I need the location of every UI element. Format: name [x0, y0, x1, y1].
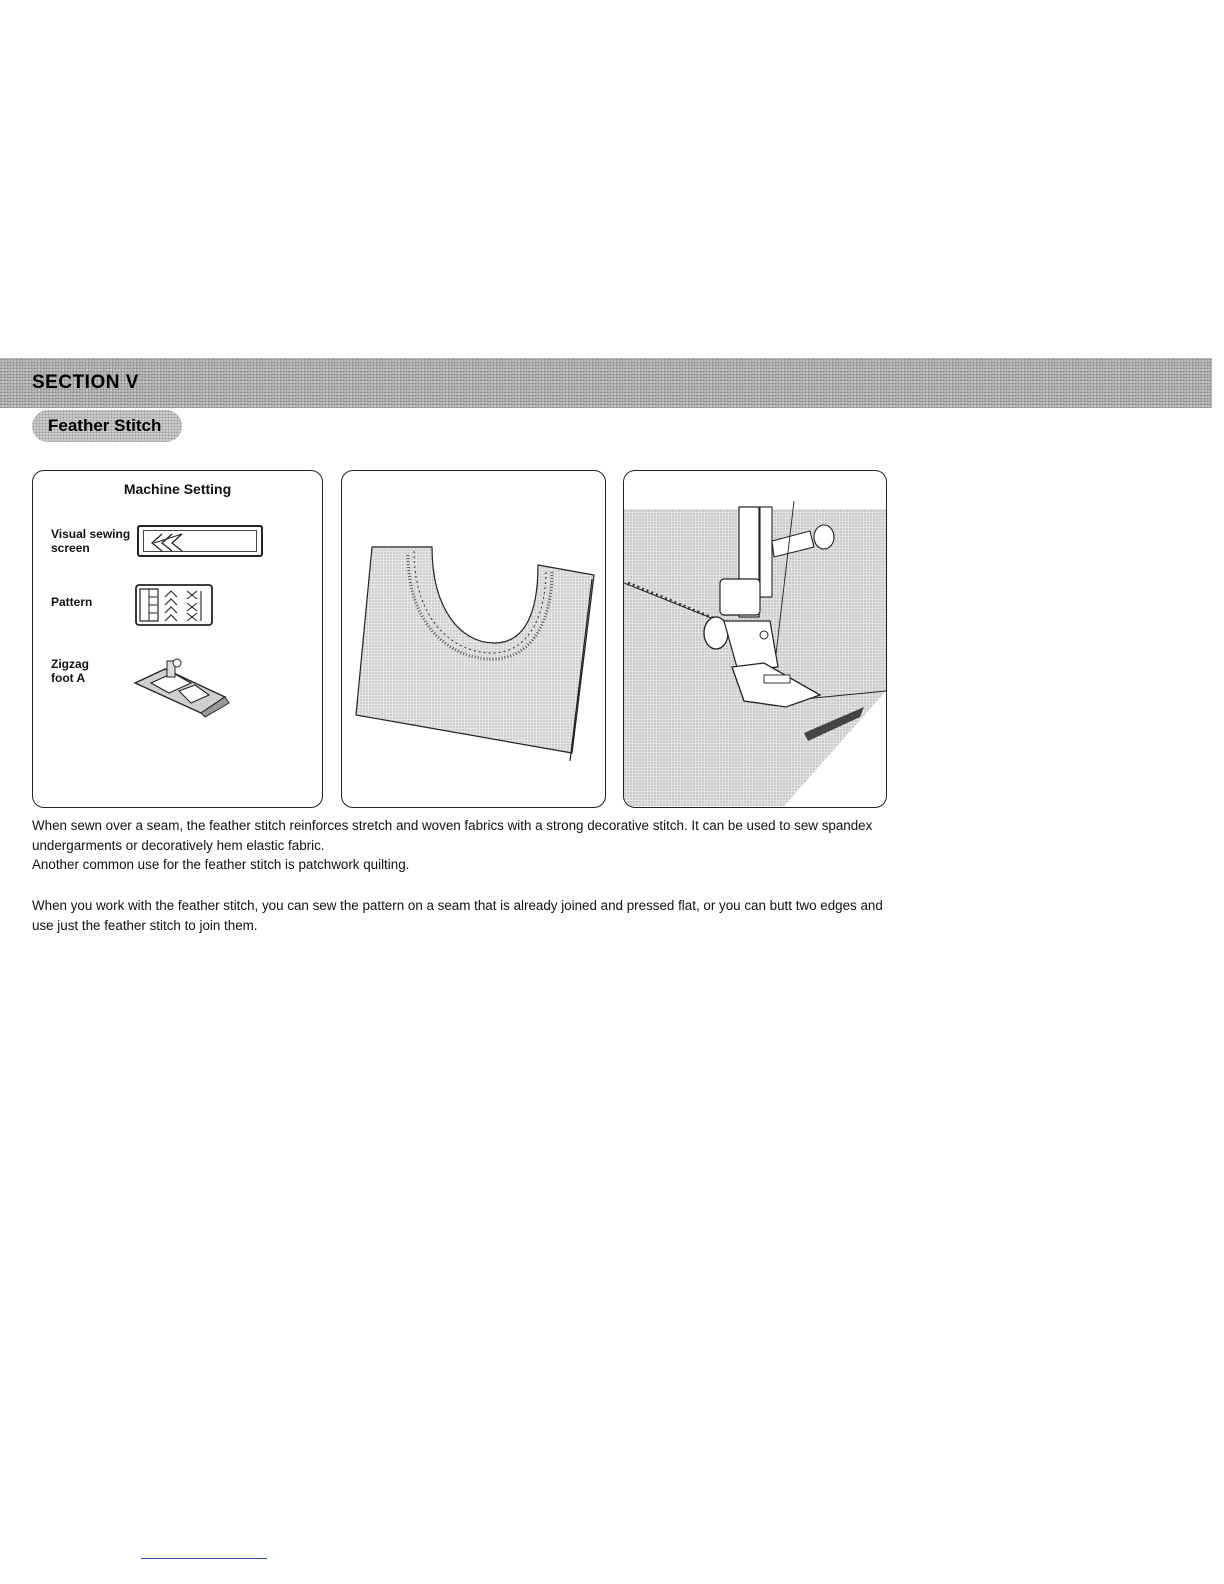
- section-header-bar: [0, 358, 1212, 408]
- fabric-neckline-illustration: [342, 471, 604, 806]
- machine-setting-panel: [32, 470, 323, 808]
- fabric-illustration-panel: [341, 470, 606, 808]
- description-paragraph-3: When you work with the feather stitch, you can sew the pattern on a seam that is already joined and pressed flat, or you can butt two edges and use just the feather stitch to join them.: [32, 898, 883, 933]
- pattern-selector-icon: [135, 583, 215, 627]
- section-title: SECTION V: [32, 372, 139, 393]
- presser-foot-illustration: [624, 471, 886, 806]
- visual-screen-label: Visual sewing screen: [51, 527, 131, 555]
- foot-label: Zigzag foot A: [51, 657, 89, 685]
- feather-stitch-screen-icon: [148, 531, 208, 553]
- zigzag-foot-icon: [129, 657, 233, 721]
- description-paragraph-2: Another common use for the feather stitch is patchwork quilting.: [32, 857, 410, 872]
- visual-sewing-screen: [137, 525, 263, 557]
- footer-rule: [141, 1558, 267, 1559]
- page-title: Feather Stitch: [48, 416, 162, 435]
- description-paragraph-1: When sewn over a seam, the feather stitch reinforces stretch and woven fabrics with a strong decorative stitch. It can be used to sew spandex undergarments or decoratively hem elastic fabric.: [32, 818, 873, 853]
- machine-setting-title: Machine Setting: [123, 481, 232, 497]
- machine-illustration-panel: [623, 470, 887, 808]
- pattern-label: Pattern: [51, 595, 93, 609]
